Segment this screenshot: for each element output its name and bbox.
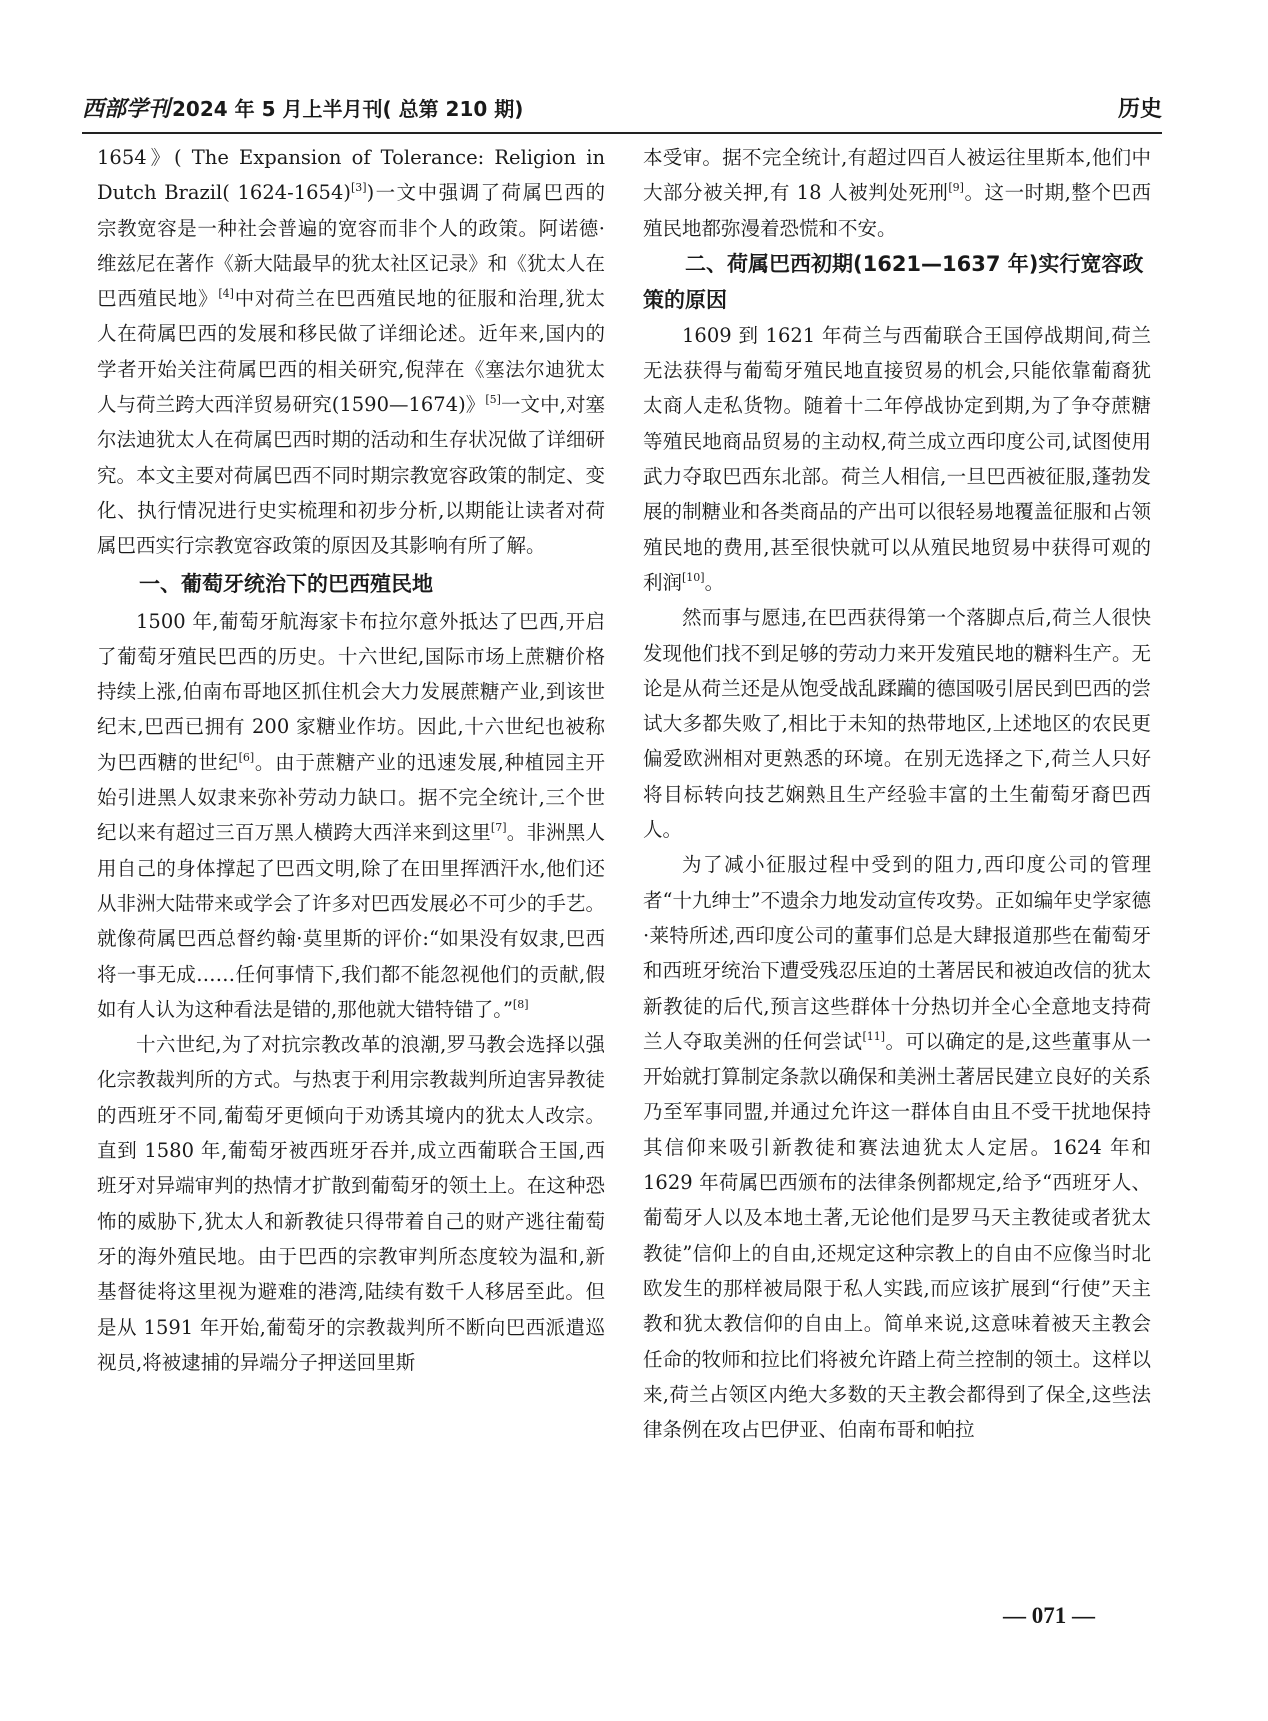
right-column [643, 140, 1151, 1447]
issue-info: 2024 年 5 月上半月刊( 总第 210 期) [172, 97, 524, 121]
citation: [9] [948, 181, 964, 195]
paragraph: 为了减小征服过程中受到的阻力,西印度公司的管理者“十九绅士”不遗余力地发动宣传攻势。正如编年史学家德·莱特所述,西印度公司的董事们总是大肆报道那些在葡萄牙和西班牙统治下遭受残忍压迫的土著居民和被迫改信的犹太新教徒的后代,预言这些群体十分热切并全心全意地支持荷兰人夺取美洲的任何尝试[11]。可以确定的是,这些董事从一开始就打算制定条款以确保和美洲土著居民建立良好的关系乃至军事同盟,并通过允许这一群体自由且不受干扰地保持其信仰来吸引新教徒和赛法迪犹太人定居。1624 年和 1629 年荷属巴西颁布的法律条例都规定,给予“西班牙人、葡萄牙人以及本地土著,无论他们是罗马天主教徒或者犹太教徒”信仰上的自由,还规定这种宗教上的自由不应像当时北欧发生的那样被局限于私人实践,而应该扩展到“行使”天主教和犹太教信仰的自由上。简单来说,这意味着被天主教会任命的牧师和拉比们将被允许踏上荷兰控制的领土。这样以来,荷兰占领区内绝大多数的天主教会都得到了保全,这些法律条例在攻占巴伊亚、伯南布哥和帕拉 [643, 853, 1151, 1442]
section-heading: 二、荷属巴西初期(1621—1637 年)实行宽容政策的原因 [643, 251, 1144, 312]
citation: [11] [862, 1029, 886, 1043]
header-rule [82, 132, 1162, 134]
paragraph: 1654》( The Expansion of Tolerance: Religion in Dutch Brazil( 1624-1654)[3])一文中强调了荷属巴西的宗教宽容是一种社会普遍的宽容而非个人的政策。阿诺德·维兹尼在著作《新大陆最早的犹太社区记录》和《犹太人在巴西殖民地》[4]中对荷兰在巴西殖民地的征服和治理,犹太人在荷属巴西的发展和移民做了详细论述。近年来,国内的学者开始关注荷属巴西的相关研究,倪萍在《塞法尔迪犹太人与荷兰跨大西洋贸易研究(1590—1674)》[5]一文中,对塞尔法迪犹太人在荷属巴西时期的活动和生存状况做了详细研究。本文主要对荷属巴西不同时期宗教宽容政策的制定、变化、执行情况进行史实梳理和初步分析,以期能让读者对荷属巴西实行宗教宽容政策的原因及其影响有所了解。 [97, 146, 606, 558]
page-number: — 071 — [1003, 1603, 1095, 1628]
section-label: 历史 [1117, 97, 1162, 122]
paragraph: 然而事与愿违,在巴西获得第一个落脚点后,荷兰人很快发现他们找不到足够的劳动力来开发殖民地的糖料生产。无论是从荷兰还是从饱受战乱蹂躏的德国吸引居民到巴西的尝试大多都失败了,相比于未知的热带地区,上述地区的农民更偏爱欧洲相对更熟悉的环境。在别无选择之下,荷兰人只好将目标转向技艺娴熟且生产经验丰富的土生葡萄牙裔巴西人。 [643, 606, 1151, 842]
paragraph: 1609 到 1621 年荷兰与西葡联合王国停战期间,荷兰无法获得与葡萄牙殖民地直接贸易的机会,只能依靠葡裔犹太商人走私货物。随着十二年停战协定到期,为了争夺蔗糖等殖民地商品贸易的主动权,荷兰成立西印度公司,试图使用武力夺取巴西东北部。荷兰人相信,一旦巴西被征服,蓬勃发展的制糖业和各类商品的产出可以很轻易地覆盖征服和占领殖民地的费用,甚至很快就可以从殖民地贸易中获得可观的利润[10]。 [643, 323, 1151, 594]
paragraph: 1500 年,葡萄牙航海家卡布拉尔意外抵达了巴西,开启了葡萄牙殖民巴西的历史。十六世纪,国际市场上蔗糖价格持续上涨,伯南布哥地区抓住机会大力发展蔗糖产业,到该世纪末,巴西已拥有 200 家糖业作坊。因此,十六世纪也被称为巴西糖的世纪[6]。由于蔗糖产业的迅速发展,种植园主开始引进黑人奴隶来弥补劳动力缺口。据不完全统计,三个世纪以来有超过三百万黑人横跨大西洋来到这里[7]。非洲黑人用自己的身体撑起了巴西文明,除了在田里挥洒汗水,他们还从非洲大陆带来或学会了许多对巴西发展必不可少的手艺。就像荷属巴西总督约翰·莫里斯的评价:“如果没有奴隶,巴西将一事无成……任何事情下,我们都不能忽视他们的贡献,假如有人认为这种看法是错的,那他就大错特错了。”[8] [97, 609, 605, 1021]
section-heading: 一、葡萄牙统治下的巴西殖民地 [139, 571, 433, 596]
page-header [82, 92, 1162, 132]
journal-logo: 西部学刊 [82, 96, 171, 122]
citation: [8] [512, 997, 529, 1011]
citation: [7] [490, 821, 507, 835]
citation: [6] [238, 750, 255, 764]
citation: [10] [682, 570, 705, 584]
paragraph: 十六世纪,为了对抗宗教改革的浪潮,罗马教会选择以强化宗教裁判所的方式。与热衷于利用宗教裁判所迫害异教徒的西班牙不同,葡萄牙更倾向于劝诱其境内的犹太人改宗。直到 1580 年,葡萄牙被西班牙吞并,成立西葡联合王国,西班牙对异端审判的热情才扩散到葡萄牙的领土上。在这种恐怖的威胁下,犹太人和新教徒只得带着自己的财产逃往葡萄牙的海外殖民地。由于巴西的宗教审判所态度较为温和,新基督徒将这里视为避难的港湾,陆续有数千人移居至此。但是从 1591 年开始,葡萄牙的宗教裁判所不断向巴西派遣巡视员,将被逮捕的异端分子押送回里斯 [97, 1033, 605, 1374]
citation: [4] [218, 287, 234, 301]
citation: [3] [350, 181, 367, 195]
journal-issue-line [82, 92, 523, 123]
left-column [97, 140, 605, 1380]
paragraph: 本受审。据不完全统计,有超过四百人被运往里斯本,他们中大部分被关押,有 18 人被判处死刑[9]。这一时期,整个巴西殖民地都弥漫着恐慌和不安。 [643, 146, 1151, 240]
citation: [5] [485, 393, 501, 407]
